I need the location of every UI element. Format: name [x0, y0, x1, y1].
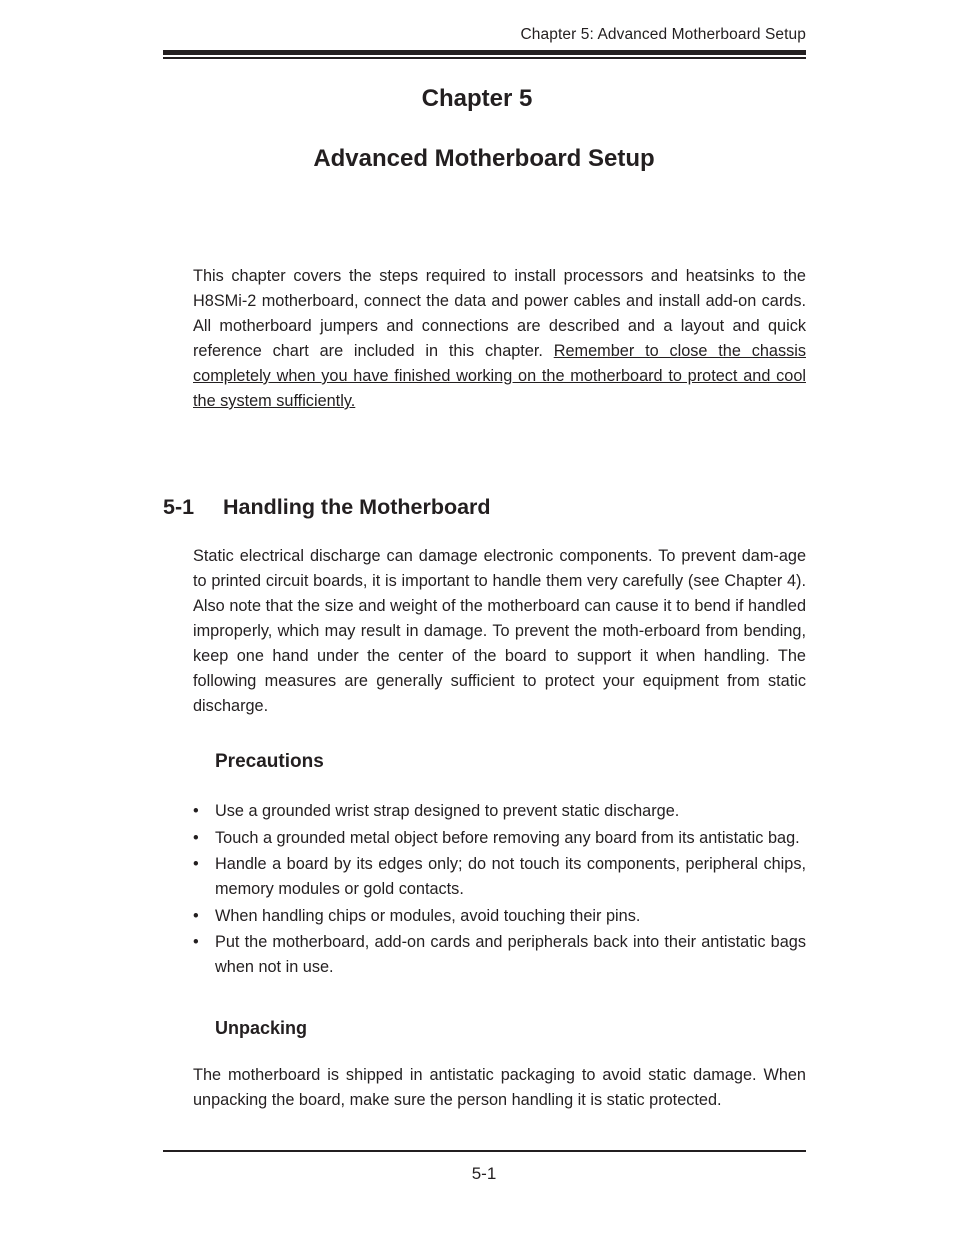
list-item-text: Use a grounded wrist strap designed to prevent static discharge.: [215, 802, 680, 820]
bullet-icon: •: [193, 828, 199, 847]
list-item: [193, 904, 806, 929]
section-number: 5-1: [163, 495, 195, 519]
intro-paragraph: [193, 264, 806, 414]
header-rule-thick: [163, 50, 806, 55]
list-item-text: Put the motherboard, add-on cards and peripherals back into their antistatic bags when not in use.: [215, 933, 806, 976]
unpacking-heading: Unpacking: [215, 1018, 308, 1038]
list-item: [193, 826, 806, 851]
section-body: Static electrical discharge can damage electronic components. To prevent dam-age to printed circuit boards, it is important to handle them very carefully (see Chapter 4). Also note that the size and weight of the motherboard can cause it to bend if handled improperly, which may result in damage. To prevent the moth-erboard from bending, keep one hand under the center of the board to support it when handling. The following measures are generally sufficient to protect your equipment from static discharge.: [193, 547, 806, 715]
list-item-text: When handling chips or modules, avoid touching their pins.: [215, 906, 641, 925]
precautions-list: [193, 799, 806, 982]
footer-rule: [163, 1150, 806, 1152]
chapter-title: Advanced Motherboard Setup: [313, 145, 655, 172]
list-item-text: Handle a board by its edges only; do not touch its components, peripheral chips, memory modules or gold contacts.: [215, 855, 806, 898]
unpacking-body: The motherboard is shipped in antistatic packaging to avoid static damage. When unpacking the board, make sure the person handling it is static protected.: [193, 1066, 806, 1109]
bullet-icon: •: [193, 855, 199, 873]
intro-underlined-note: Remember to close the chassis completely when you have finished working on the motherboard to protect and cool the system sufficiently.: [193, 342, 806, 410]
page-number: 5-1: [471, 1164, 497, 1183]
chapter-number: Chapter 5: [421, 85, 533, 112]
section-heading: [163, 492, 491, 522]
section-title: Handling the Motherboard: [223, 495, 491, 519]
list-item-text: Touch a grounded metal object before removing any board from its antistatic bag.: [215, 828, 800, 847]
bullet-icon: •: [193, 802, 199, 820]
running-header: Chapter 5: Advanced Motherboard Setup: [520, 26, 806, 43]
header-rule-thin: [163, 57, 806, 59]
list-item: [193, 930, 806, 980]
list-item: [193, 852, 806, 902]
intro-text: This chapter covers the steps required to install processors and heatsinks to the H8SMi-2 motherboard, connect the data and power cables and install add-on cards. All motherboard jumpers and connections are described and a layout and quick reference chart are included in this chapter.: [193, 267, 806, 360]
precautions-heading: Precautions: [215, 751, 324, 772]
bullet-icon: •: [193, 933, 199, 951]
list-item: [193, 799, 806, 824]
bullet-icon: •: [193, 906, 199, 925]
